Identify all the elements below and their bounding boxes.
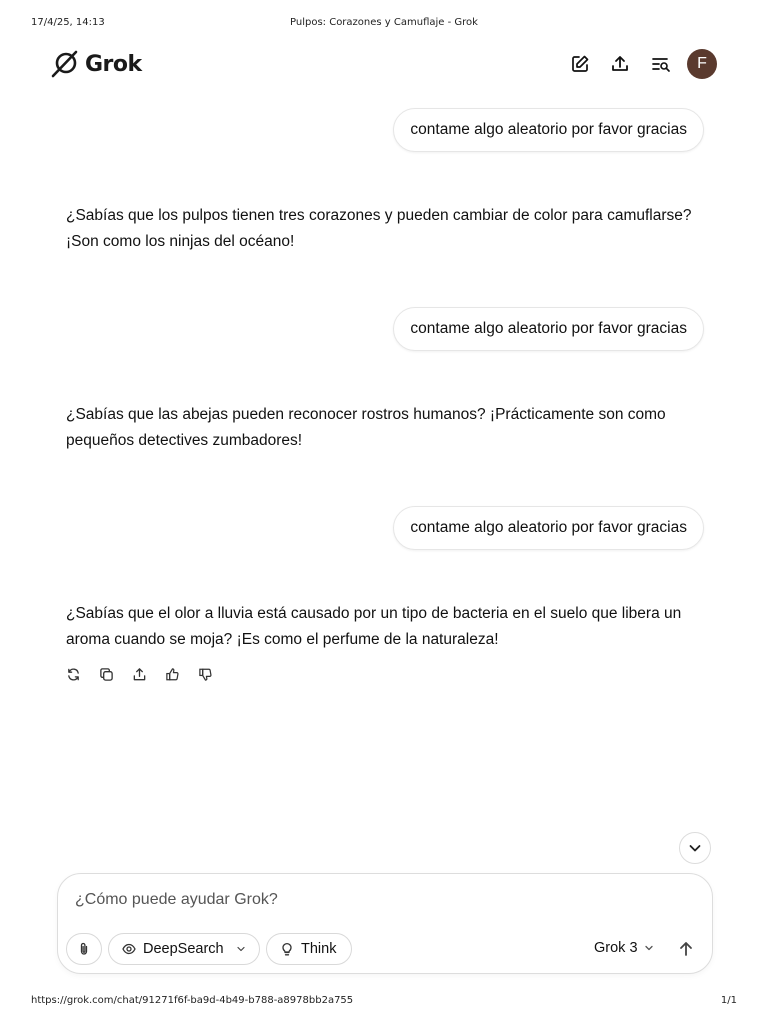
like-button[interactable] <box>163 665 181 683</box>
share-message-button[interactable] <box>130 665 148 683</box>
grok-logo[interactable] <box>49 48 142 80</box>
think-label: Think <box>301 941 337 957</box>
edit-icon <box>570 54 590 74</box>
model-selector[interactable] <box>594 940 654 956</box>
user-message: contame algo aleatorio por favor gracias <box>393 506 704 550</box>
arrow-up-icon <box>677 940 695 958</box>
composer <box>57 873 713 974</box>
model-label: Grok 3 <box>594 940 638 956</box>
attach-button[interactable] <box>66 933 102 965</box>
chevron-down-icon[interactable] <box>235 943 247 955</box>
thumbs-up-icon <box>165 667 180 682</box>
prompt-input[interactable] <box>75 891 635 909</box>
lightbulb-icon <box>279 941 295 957</box>
copy-button[interactable] <box>97 665 115 683</box>
new-chat-button[interactable] <box>566 50 594 78</box>
top-bar <box>0 44 768 84</box>
share-icon <box>132 667 147 682</box>
message-actions <box>64 665 214 683</box>
regenerate-button[interactable] <box>64 665 82 683</box>
scroll-to-bottom-button[interactable] <box>679 832 711 864</box>
logo-text: Grok <box>85 51 142 77</box>
thumbs-down-icon <box>198 667 213 682</box>
send-button[interactable] <box>675 938 697 960</box>
regenerate-icon <box>66 667 81 682</box>
user-message: contame algo aleatorio por favor gracias <box>393 108 704 152</box>
history-button[interactable] <box>647 50 675 78</box>
deepsearch-button[interactable] <box>108 933 260 965</box>
assistant-message: ¿Sabías que el olor a lluvia está causado por un tipo de bacteria en el suelo que libera un aroma cuando se moja? ¡Es como el perfume de la naturaleza! <box>66 605 682 648</box>
think-button[interactable] <box>266 933 352 965</box>
print-page-number: 1/1 <box>720 995 737 1006</box>
dislike-button[interactable] <box>196 665 214 683</box>
copy-icon <box>99 667 114 682</box>
paperclip-icon <box>76 941 92 957</box>
deepsearch-icon <box>121 941 137 957</box>
assistant-message: ¿Sabías que las abejas pueden reconocer rostros humanos? ¡Prácticamente son como pequeños detectives zumbadores! <box>66 406 666 449</box>
share-button[interactable] <box>606 50 634 78</box>
grok-logo-icon <box>49 48 81 80</box>
deepsearch-label: DeepSearch <box>143 941 224 957</box>
user-avatar[interactable]: F <box>687 49 717 79</box>
assistant-message: ¿Sabías que los pulpos tienen tres corazones y pueden cambiar de color para camuflarse? ¡Son como los ninjas del océano! <box>66 207 692 250</box>
print-url: https://grok.com/chat/91271f6f-ba9d-4b49-b788-a8978bb2a755 <box>31 995 354 1006</box>
print-title: Pulpos: Corazones y Camuflaje - Grok <box>290 17 478 28</box>
print-date: 17/4/25, 14:13 <box>31 17 105 28</box>
user-message: contame algo aleatorio por favor gracias <box>393 307 704 351</box>
chevron-down-icon <box>644 943 654 953</box>
chevron-down-icon <box>687 840 703 856</box>
history-search-icon <box>651 54 671 74</box>
share-icon <box>610 54 630 74</box>
